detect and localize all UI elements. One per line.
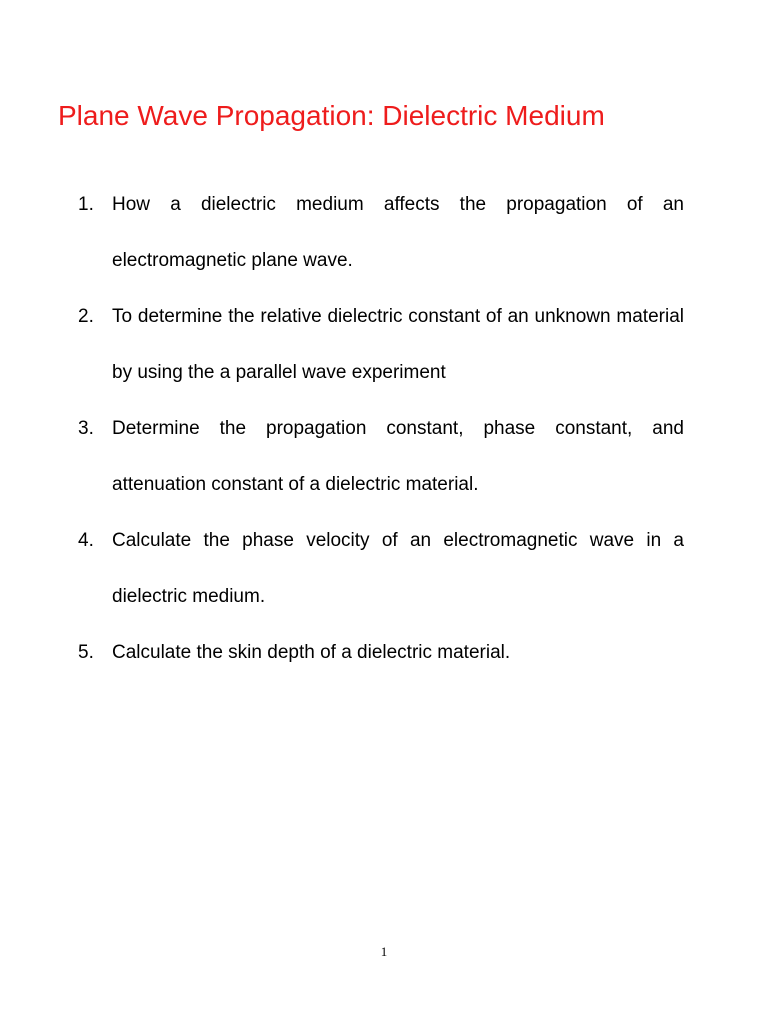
list-item <box>78 625 684 681</box>
page-number: 1 <box>380 944 388 959</box>
list-item-number: 3. <box>78 418 94 439</box>
list-item-text: Calculate the skin depth of a dielectric material. <box>112 642 511 663</box>
list-item-text: How a dielectric medium affects the propagation of an electromagnetic plane wave. <box>112 194 684 271</box>
list-item-number: 4. <box>78 530 94 551</box>
list-item <box>78 289 684 401</box>
list-item <box>78 401 684 513</box>
list-item-number: 2. <box>78 306 94 327</box>
page-title: Plane Wave Propagation: Dielectric Medium <box>58 100 605 131</box>
objectives-list <box>78 177 684 681</box>
list-item <box>78 513 684 625</box>
list-item-text: To determine the relative dielectric constant of an unknown material by using the a parallel wave experiment <box>112 306 684 383</box>
list-item-number: 1. <box>78 194 94 215</box>
list-item-text: Calculate the phase velocity of an electromagnetic wave in a dielectric medium. <box>112 530 684 607</box>
list-item-number: 5. <box>78 642 94 663</box>
list-item <box>78 177 684 289</box>
list-item-text: Determine the propagation constant, phase constant, and attenuation constant of a dielectric material. <box>112 418 684 495</box>
